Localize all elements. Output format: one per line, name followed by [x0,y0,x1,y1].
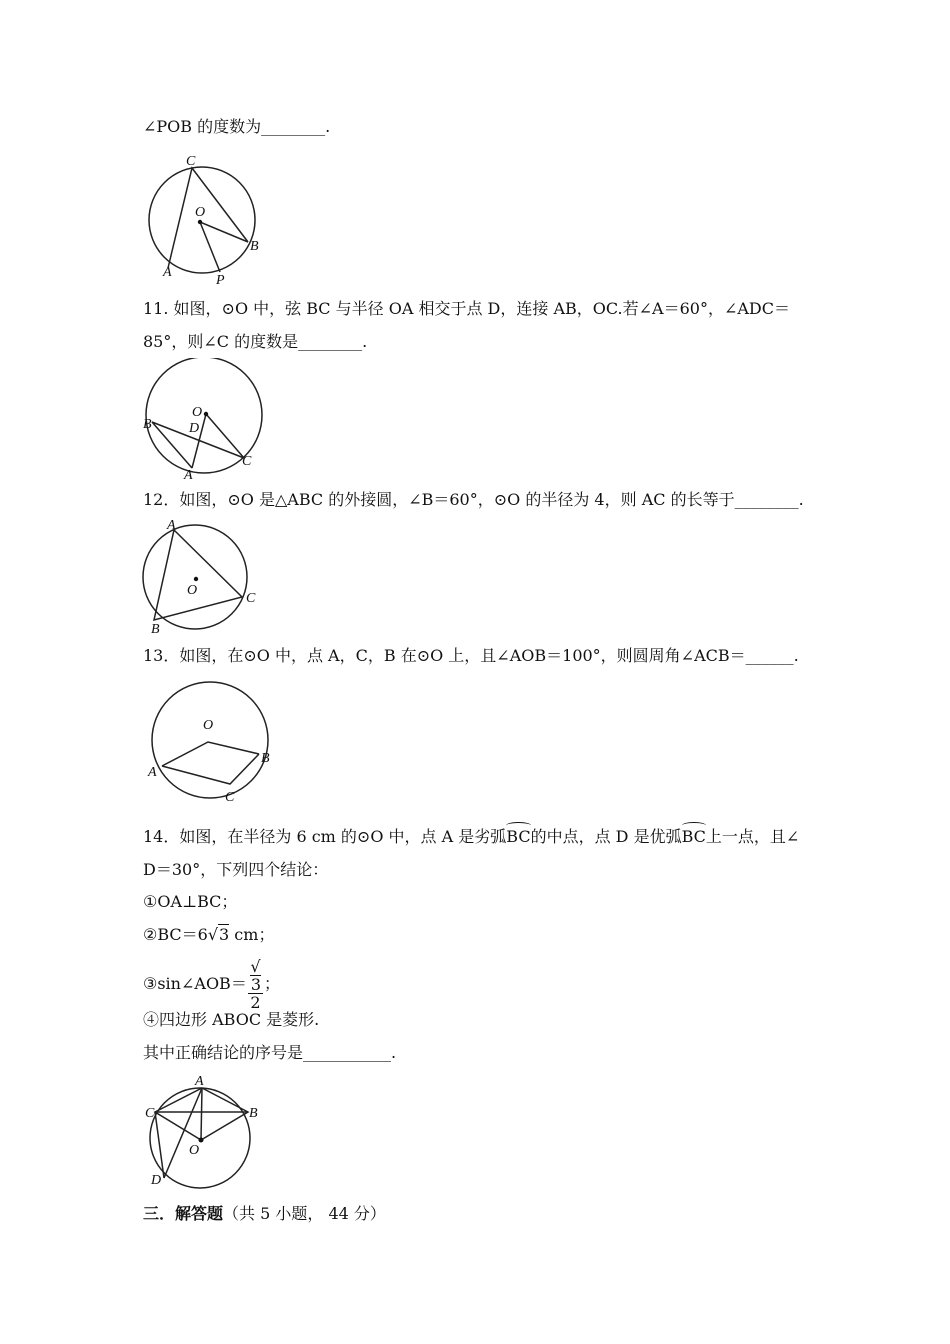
fig12-label-b: B [151,622,160,637]
section-3-title: 三．解答题 [143,1204,224,1223]
q14-conclusion-4: ④四边形 ABOC 是菱形. [143,1010,320,1029]
figure-q14 [140,1068,275,1193]
c2-pre: ②BC＝6 [143,925,208,944]
fig14-label-c: C [145,1106,155,1121]
fig13-circle [152,682,268,798]
section-3-note: （共 5 小题， 44 分） [223,1204,386,1223]
fig10-lines [168,168,248,268]
fig11-label-a: A [184,468,193,483]
q11-line1: 11. 如图，⊙O 中，弦 BC 与半径 OA 相交于点 D，连接 AB，OC.若∠A＝60°，∠ADC＝ [143,299,790,318]
c3-fraction: √ 3 2 [248,958,263,1011]
fig11-label-c: C [242,454,252,469]
fig10-circle [149,167,255,273]
q14-line1-c: 上一点，且∠ [705,827,800,846]
q11-line2: 85°，则∠C 的度数是________. [143,332,368,351]
arc-bc-minor: BC [506,827,531,846]
fig12-label-o: O [187,583,198,598]
fig13-label-o: O [203,718,214,733]
fig10-center [198,220,202,224]
section-3-heading [143,1203,386,1225]
fig14-label-o: O [189,1143,200,1158]
figure-q10 [140,150,270,290]
fig13-label-b: B [261,751,270,766]
q10-text: ∠POB 的度数为________. [143,117,331,136]
c2-radicand: 3 [219,925,230,944]
c3-post: ； [264,974,281,993]
fig10-label-c: C [186,154,196,169]
fig11-label-o: O [192,405,203,420]
fig12-center [194,577,198,581]
fig10-label-o: O [195,205,206,220]
fig10-label-a: A [163,265,172,280]
fig14-label-b: B [249,1106,258,1121]
fig14-radius-oa [201,1088,202,1140]
figure-q11 [140,358,270,483]
q14-conclusion-3 [143,958,280,1011]
fig14-line-da [164,1088,202,1178]
fig11-label-b: B [143,417,152,432]
c3-pre: ③sin∠AOB＝ [143,974,247,993]
c3-num: 3 [250,975,262,994]
c3-den: 2 [250,993,261,1012]
q14-line2: D＝30°，下列四个结论： [143,860,329,879]
c2-post: cm； [229,925,275,944]
fig13-radii [162,742,259,766]
q14-line1-b: 的中点，点 D 是优弧 [530,827,682,846]
fig14-label-a: A [195,1074,204,1089]
fig11-label-d: D [189,421,200,436]
fig12-label-a: A [167,518,176,533]
fig10-label-b: B [250,239,259,254]
q14-line1 [143,826,799,848]
q14-conclusion-1: ①OA⊥BC； [143,892,238,911]
q13-text: 13．如图，在⊙O 中，点 A，C，B 在⊙O 上，且∠AOB＝100°，则圆周角∠ACB＝______. [143,646,799,665]
q14-conclusion-2: ②BC＝6√3 cm； [143,925,275,944]
fig11-center [204,412,208,416]
q14-question: 其中正确结论的序号是___________. [143,1043,397,1062]
fig12-circle [143,525,247,629]
figure-q13 [140,670,285,810]
fig10-label-p: P [216,273,225,288]
fig13-label-c: C [225,790,235,805]
arc-bc-major: BC [681,827,706,846]
q12-text: 12．如图，⊙O 是△ABC 的外接圆，∠B＝60°，⊙O 的半径为 4，则 AC 的长等于________. [143,490,804,509]
fig14-center [199,1138,204,1143]
fig10-radii [200,222,248,272]
q14-line1-a: 14．如图，在半径为 6 cm 的⊙O 中，点 A 是劣弧 [143,827,507,846]
fig13-label-a: A [148,765,157,780]
fig12-label-c: C [246,591,256,606]
fig12-triangle [154,530,242,620]
fig14-label-d: D [151,1173,162,1188]
figure-q12 [140,516,270,638]
